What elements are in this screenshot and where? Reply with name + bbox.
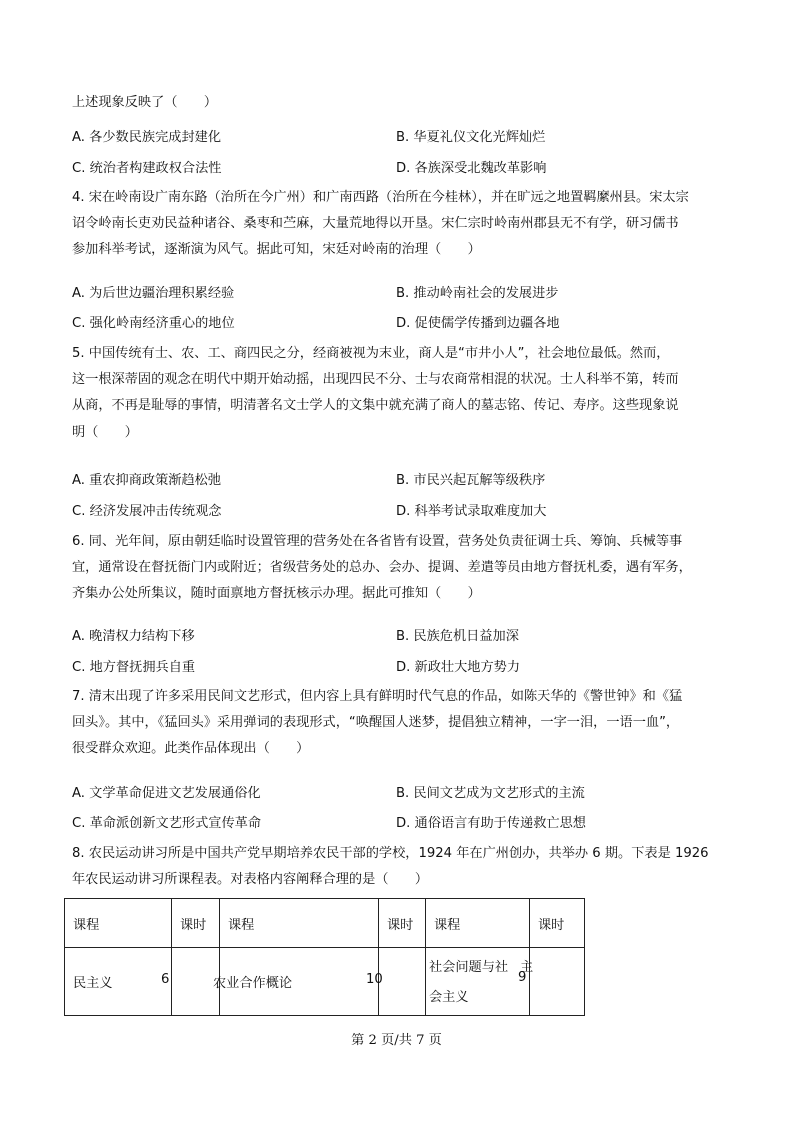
- q6-stem: [72, 529, 722, 608]
- q5-line: 5. 中国传统有士、农、工、商四民之分，经商被视为末业，商人是“市井小人”，社会地位最低。然而，: [72, 346, 670, 361]
- table-cell: 民主义 6: [65, 948, 172, 1016]
- q7-line: 7. 清末出现了许多采用民间文艺形式，但内容上具有鲜明时代气息的作品，如陈天华的《警世钟》和《猛: [72, 689, 683, 704]
- table-header-cell: 课时: [379, 899, 426, 948]
- q8-line: 8. 农民运动讲习所是中国共产党早期培养农民干部的学校，1924 年在广州创办，共举办 6 期。下表是 1926: [72, 846, 709, 861]
- q7-line: 很受群众欢迎。此类作品体现出（ ）: [72, 741, 310, 757]
- table-header-cell: 课时: [172, 899, 220, 948]
- q5-option-a: A. 重农抑商政策渐趋松弛: [72, 473, 222, 488]
- course-schedule-table: [64, 898, 585, 1016]
- q4-option-a: A. 为后世边疆治理积累经验: [72, 286, 235, 301]
- q6-line: 齐集办公处所集议，随时面禀地方督抚核示办理。据此可推知（ ）: [72, 586, 481, 602]
- q6-option-a: A. 晚清权力结构下移: [72, 629, 195, 644]
- q5-line: 这一根深蒂固的观念在明代中期开始动摇，出现四民不分、士与农商常相混的状况。士人科举不第，转而: [72, 372, 679, 388]
- q3-stem-end: 上述现象反映了（ ）: [72, 95, 218, 110]
- table-header-cell: 课程: [220, 899, 379, 948]
- q3-option-a: A. 各少数民族完成封建化: [72, 130, 222, 145]
- table-cell: [379, 948, 426, 1016]
- q4-option-c: C. 强化岭南经济重心的地位: [72, 316, 235, 331]
- q4-line: 诏令岭南长吏劝民益种诸谷、桑枣和苎麻，大量荒地得以开垦。宋仁宗时岭南州郡县无不有学，研习儒书: [72, 216, 679, 232]
- q7-stem: [72, 684, 722, 763]
- q3-option-d: D. 各族深受北魏改革影响: [396, 161, 547, 176]
- q6-line: 6. 同、光年间，原由朝廷临时设置管理的营务处在各省皆有设置，营务处负责征调士兵、筹饷、兵械等事: [72, 534, 683, 549]
- q4-line: 4. 宋在岭南设广南东路（治所在今广州）和广南西路（治所在今桂林），并在旷远之地置羁縻州县。宋太宗: [72, 190, 689, 205]
- q4-stem: [72, 185, 722, 264]
- table-cell: 社会问题与社 主 会主义 9: [426, 948, 530, 1016]
- q7-option-c: C. 革命派创新文艺形式宣传革命: [72, 816, 262, 831]
- q4-option-d: D. 促使儒学传播到边疆各地: [396, 316, 560, 331]
- page-footer: 第 2 页/共 7 页: [351, 1033, 442, 1048]
- q4-option-b: B. 推动岭南社会的发展进步: [396, 286, 559, 301]
- q8-stem: [72, 841, 722, 893]
- table-cell: 农业合作概论 10: [220, 948, 379, 1016]
- q6-option-b: B. 民族危机日益加深: [396, 629, 519, 644]
- q5-option-d: D. 科举考试录取难度加大: [396, 504, 547, 519]
- q6-option-d: D. 新政壮大地方势力: [396, 660, 521, 675]
- q8-line: 年农民运动讲习所课程表。对表格内容阐释合理的是（ ）: [72, 872, 429, 888]
- q5-option-b: B. 市民兴起瓦解等级秩序: [396, 473, 546, 488]
- table-header-cell: 课程: [426, 899, 530, 948]
- q7-option-a: A. 文学革命促进文艺发展通俗化: [72, 786, 261, 801]
- q3-option-c: C. 统治者构建政权合法性: [72, 161, 222, 176]
- q7-option-b: B. 民间文艺成为文艺形式的主流: [396, 786, 585, 801]
- table-header-cell: 课时: [530, 899, 585, 948]
- q7-option-d: D. 通俗语言有助于传递救亡思想: [396, 816, 586, 831]
- table-row: [65, 948, 585, 1016]
- q5-line: 从商，不再是耻辱的事情，明清著名文士学人的文集中就充满了商人的墓志铭、传记、寿序。这些现象说: [72, 398, 679, 414]
- table-header-row: [65, 899, 585, 948]
- table-header-cell: 课程: [65, 899, 172, 948]
- q4-line: 参加科举考试，逐渐演为风气。据此可知，宋廷对岭南的治理（ ）: [72, 242, 481, 258]
- q5-stem: [72, 341, 722, 446]
- q7-line: 回头》。其中，《猛回头》采用弹词的表现形式，“唤醒国人迷梦，提倡独立精神，一字一泪，一语一血”，: [72, 715, 680, 731]
- q6-option-c: C. 地方督抚拥兵自重: [72, 660, 196, 675]
- q6-line: 宜，通常设在督抚衙门内或附近；省级营务处的总办、会办、提调、差遣等员由地方督抚札委，遇有军务，: [72, 560, 692, 576]
- table-cell: [530, 948, 585, 1016]
- q3-option-b: B. 华夏礼仪文化光辉灿烂: [396, 130, 546, 145]
- q5-line: 明（ ）: [72, 424, 138, 440]
- q5-option-c: C. 经济发展冲击传统观念: [72, 504, 222, 519]
